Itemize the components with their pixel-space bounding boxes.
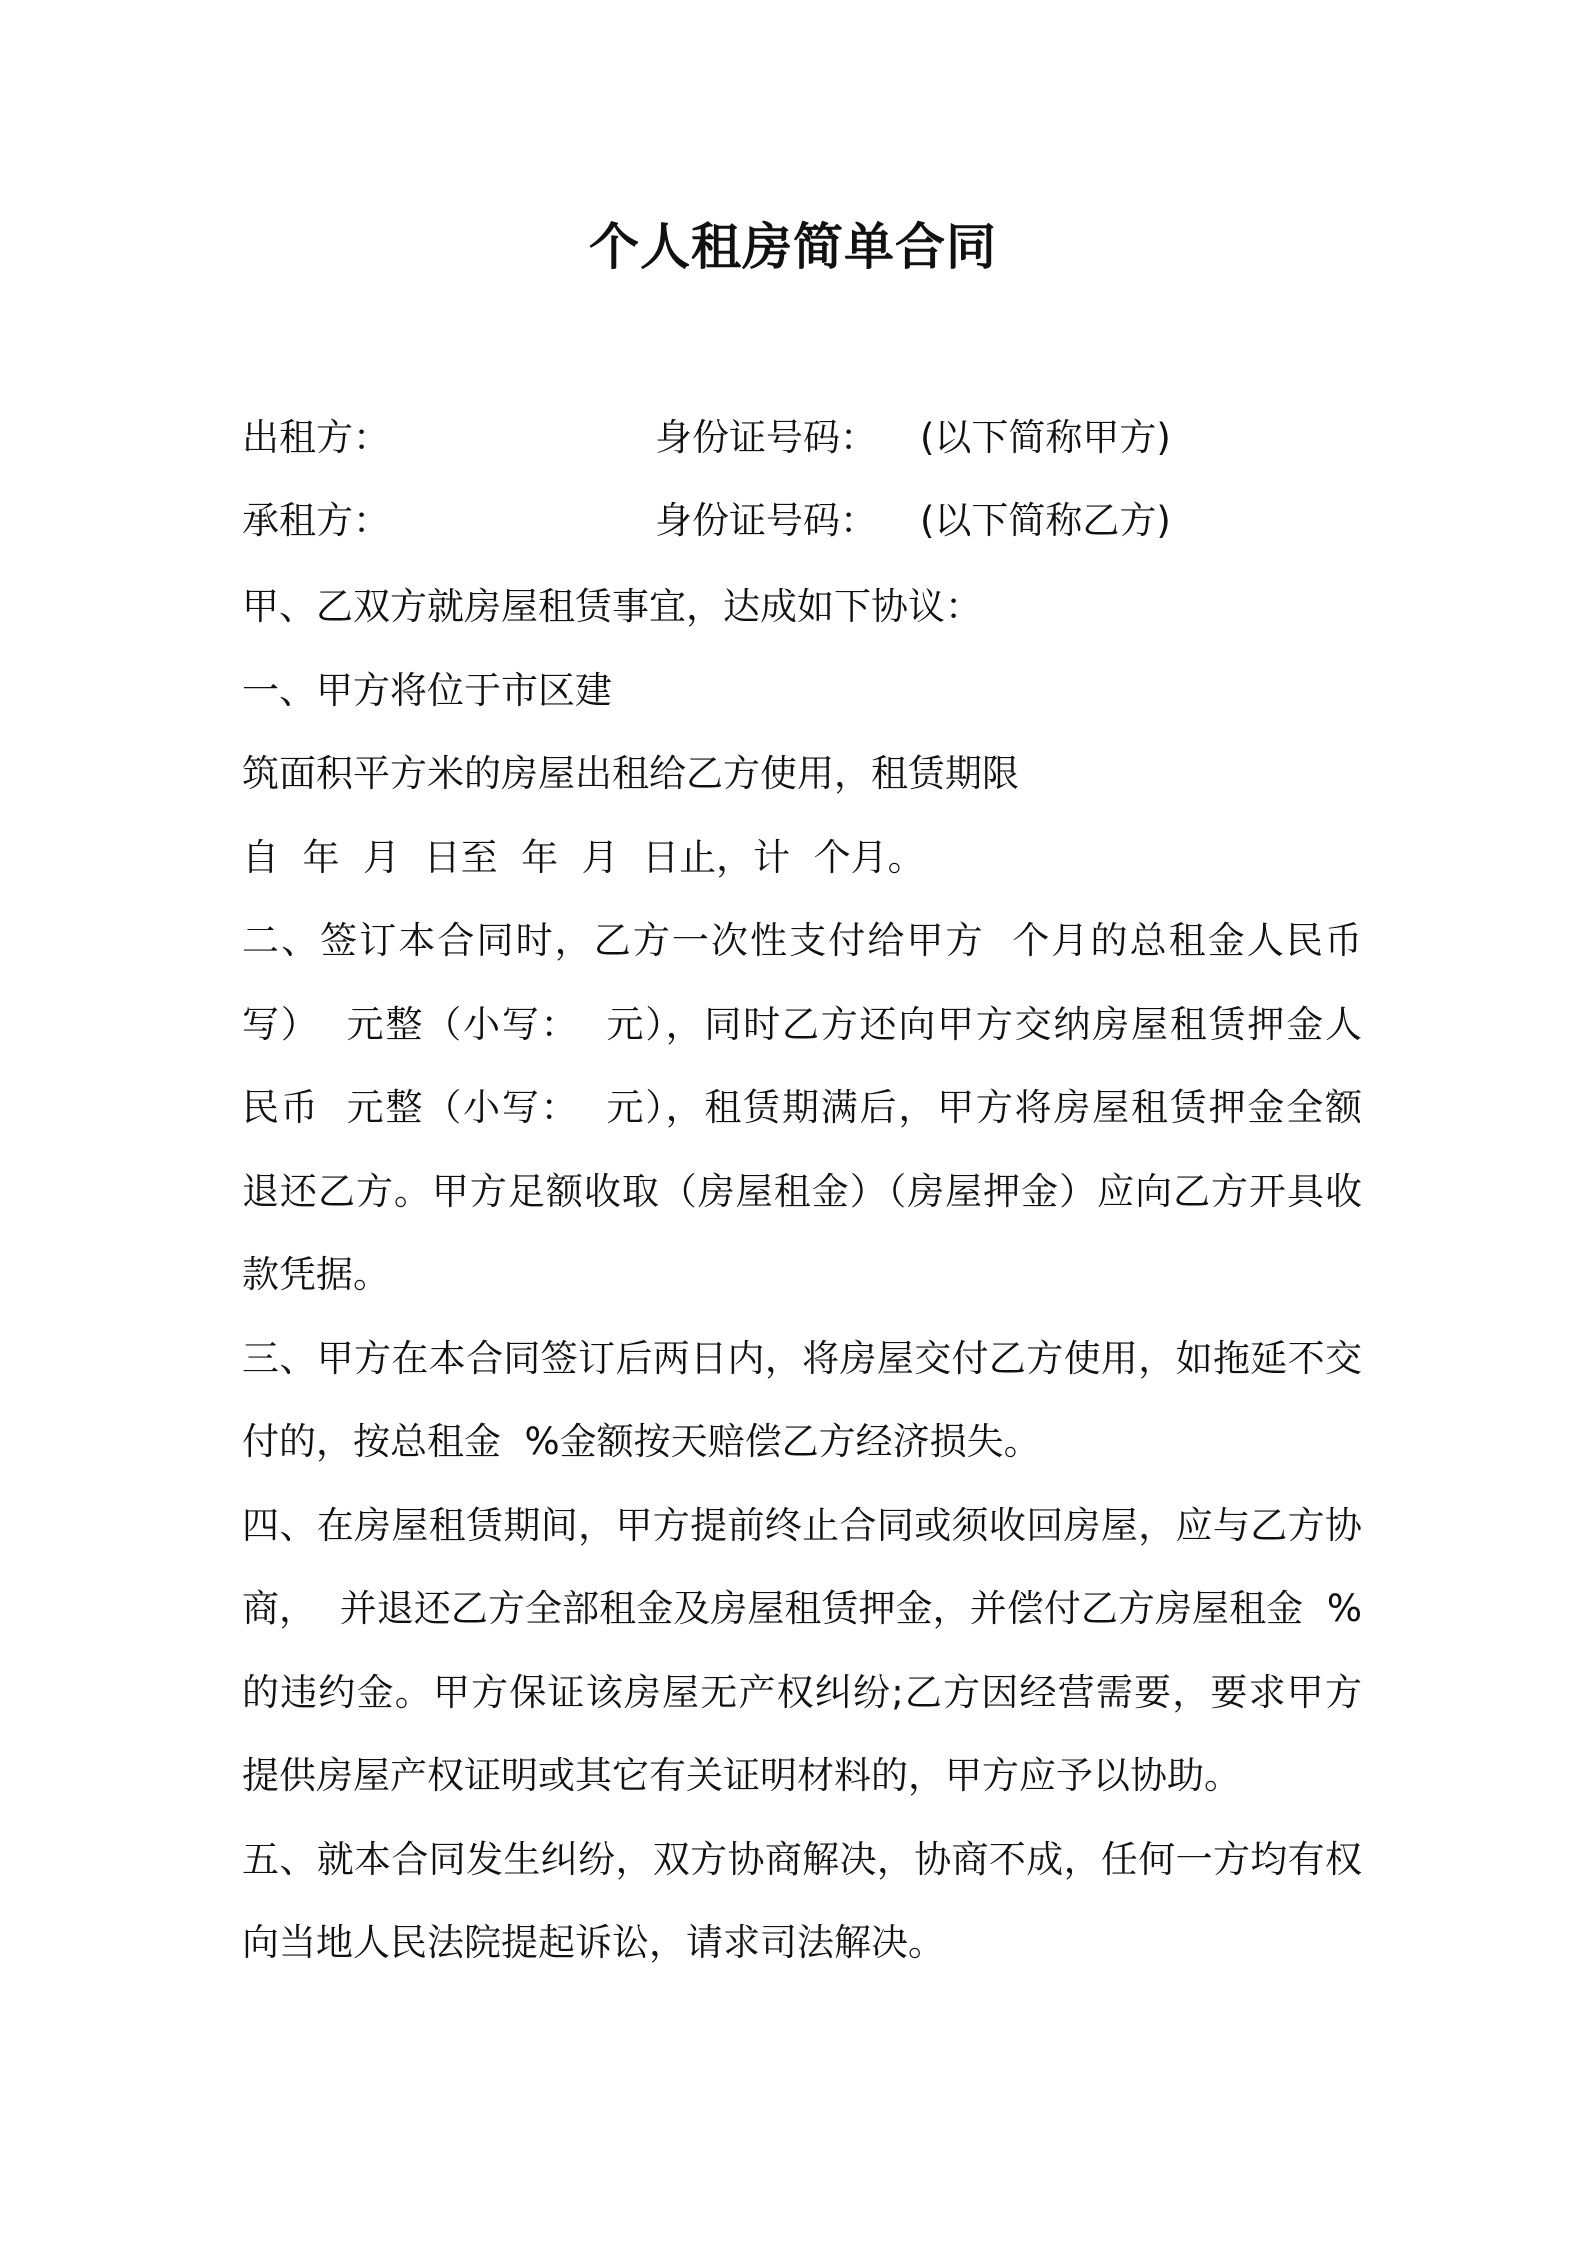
clause-1-line-3: 自 年 月 日至 年 月 日止，计 个月。: [242, 835, 925, 879]
clause-2-line-2: 写） 元整（小写： 元），同时乙方还向甲方交纳房屋租赁押金人: [242, 1002, 1362, 1046]
lessee-label: 承租方：: [242, 499, 390, 542]
clause-4-line-3: 的违约金。甲方保证该房屋无产权纠纷;乙方因经营需要，要求甲方: [242, 1670, 1362, 1714]
clause-4-line-1: 四、在房屋租赁期间，甲方提前终止合同或须收回房屋，应与乙方协: [242, 1503, 1362, 1547]
clause-2-line-3: 民币 元整（小写： 元），租赁期满后，甲方将房屋租赁押金全额: [242, 1086, 1362, 1129]
clause-3-line-1: 三、甲方在本合同签订后两日内，将房屋交付乙方使用，如拖延不交: [242, 1336, 1362, 1380]
lessee-id-label: 身份证号码：: [655, 499, 877, 542]
clause-5-line-1: 五、就本合同发生纠纷，双方协商解决，协商不成，任何一方均有权: [242, 1837, 1362, 1881]
clause-1-line-2: 筑面积平方米的房屋出租给乙方使用，租赁期限: [242, 752, 1019, 795]
lessor-label: 出租方：: [242, 416, 390, 459]
clause-3-line-2: 付的，按总租金 %金额按天赔偿乙方经济损失。: [242, 1420, 1041, 1463]
clause-5-line-2: 向当地人民法院提起诉讼，请求司法解决。: [242, 1921, 945, 1964]
clause-1-line-1: 一、甲方将位于市区建: [242, 668, 612, 712]
clause-2-line-4: 退还乙方。甲方足额收取（房屋租金）（房屋押金）应向乙方开具收: [242, 1169, 1362, 1213]
clause-4-line-2: 商， 并退还乙方全部租金及房屋租赁押金，并偿付乙方房屋租金 %: [242, 1587, 1362, 1630]
contract-body: [242, 565, 1362, 1985]
lessor-id-label: 身份证号码：: [655, 416, 877, 459]
clause-4-line-4: 提供房屋产权证明或其它有关证明材料的，甲方应予以协助。: [242, 1754, 1241, 1797]
document-title: 个人租房简单合同: [589, 218, 997, 276]
body-line-intro: 甲、乙双方就房屋租赁事宜，达成如下协议：: [242, 585, 982, 628]
lessee-abbr: (以下简称乙方): [920, 499, 1171, 542]
lessor-abbr: (以下简称甲方): [920, 416, 1171, 459]
clause-2-line-5: 款凭据。: [242, 1253, 390, 1296]
clause-2-line-1: 二、签订本合同时，乙方一次性支付给甲方 个月的总租金人民币: [242, 919, 1362, 962]
